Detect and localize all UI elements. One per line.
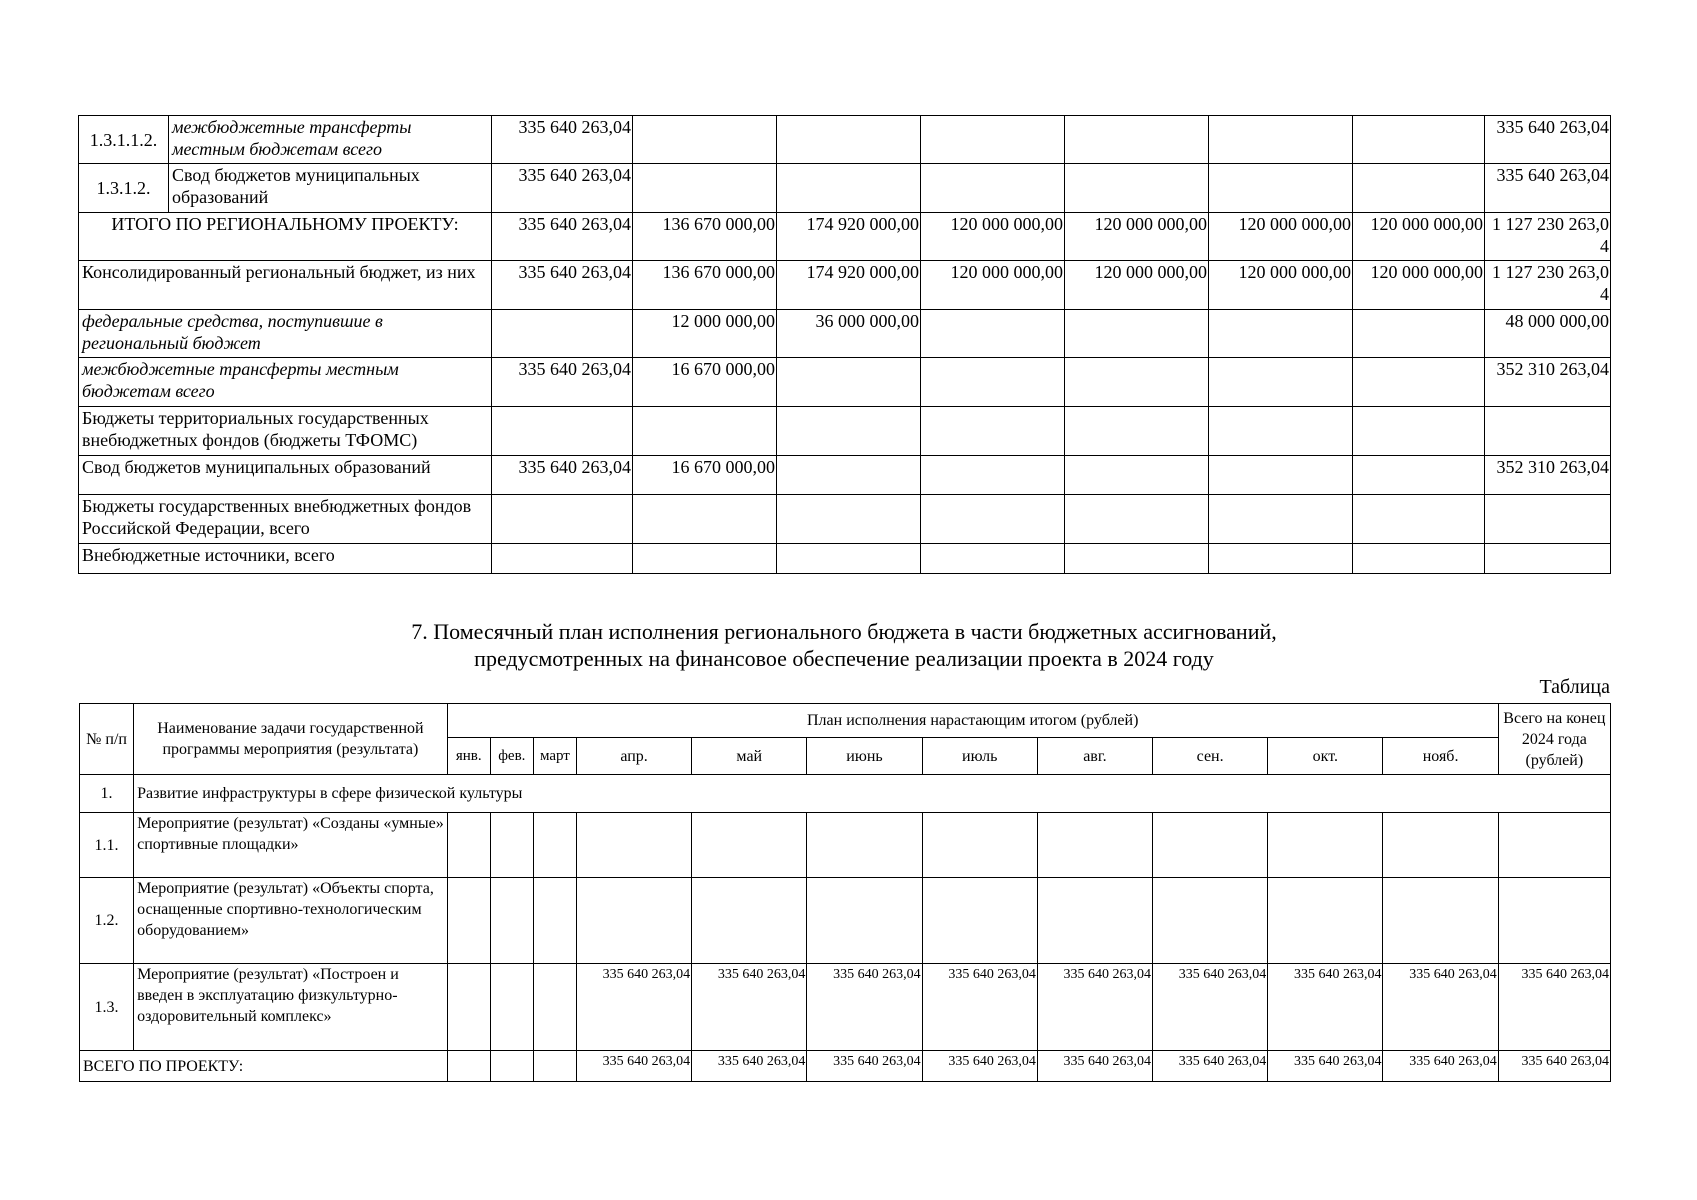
- col-header-plan: План исполнения нарастающим итогом (рублей): [447, 704, 1498, 738]
- row-name: федеральные средства, поступившие в региональный бюджет: [79, 310, 492, 358]
- table-row: [79, 261, 1611, 310]
- value-cell: [921, 456, 1065, 495]
- value-cell: [1153, 878, 1268, 964]
- value-cell: 335 640 263,04: [692, 964, 807, 1051]
- value-cell: [533, 964, 576, 1051]
- value-cell: [1353, 310, 1485, 358]
- value-cell: 174 920 000,00: [777, 261, 921, 310]
- value-cell: 335 640 263,04: [576, 964, 691, 1051]
- value-cell: 16 670 000,00: [633, 358, 777, 407]
- month-header: сен.: [1153, 738, 1268, 775]
- value-cell: 335 640 263,04: [1383, 1051, 1498, 1082]
- value-cell: [633, 407, 777, 456]
- value-cell: [922, 813, 1037, 878]
- value-cell: [1065, 116, 1209, 164]
- month-header: янв.: [447, 738, 490, 775]
- section-title-line1: 7. Помесячный план исполнения регионального бюджета в части бюджетных ассигнований,: [411, 619, 1277, 644]
- value-cell: [1353, 358, 1485, 407]
- row-name: Внебюджетные источники, всего: [79, 544, 492, 574]
- value-cell: [633, 495, 777, 544]
- total-row: [80, 1051, 1611, 1082]
- value-cell: [490, 1051, 533, 1082]
- value-cell: 120 000 000,00: [921, 213, 1065, 261]
- col-header-name: Наименование задачи государственной программы мероприятия (результата): [134, 704, 448, 775]
- value-cell: 174 920 000,00: [777, 213, 921, 261]
- value-cell: [447, 878, 490, 964]
- value-cell: 335 640 263,04: [1037, 1051, 1152, 1082]
- value-cell: 335 640 263,04: [1485, 116, 1611, 164]
- value-cell: 120 000 000,00: [1353, 213, 1485, 261]
- value-cell: [1353, 407, 1485, 456]
- value-cell: [777, 407, 921, 456]
- value-cell: 335 640 263,04: [492, 213, 633, 261]
- value-cell: [1383, 878, 1498, 964]
- row-name: межбюджетные трансферты местным бюджетам всего: [79, 358, 492, 407]
- monthly-plan-table: [79, 703, 1611, 1082]
- value-cell: [492, 495, 633, 544]
- row-name: Свод бюджетов муниципальных образований: [169, 164, 492, 213]
- month-header: авг.: [1037, 738, 1152, 775]
- value-cell: [447, 1051, 490, 1082]
- value-cell: [492, 544, 633, 574]
- total-label: ИТОГО ПО РЕГИОНАЛЬНОМУ ПРОЕКТУ:: [79, 213, 492, 261]
- value-cell: [921, 407, 1065, 456]
- value-cell: 335 640 263,04: [1268, 1051, 1383, 1082]
- value-cell: 120 000 000,00: [1209, 261, 1353, 310]
- month-header: нояб.: [1383, 738, 1498, 775]
- value-cell: [447, 813, 490, 878]
- table-row: [80, 964, 1611, 1051]
- value-cell: 120 000 000,00: [921, 261, 1065, 310]
- row-name: Консолидированный региональный бюджет, из них: [79, 261, 492, 310]
- value-cell: [1498, 878, 1610, 964]
- value-cell: [1353, 544, 1485, 574]
- regional-budget-table: [78, 115, 1611, 574]
- row-num: 1.3.: [80, 964, 134, 1051]
- value-cell: [490, 878, 533, 964]
- value-cell: [807, 878, 922, 964]
- value-cell: [777, 358, 921, 407]
- value-cell: 335 640 263,04: [1498, 1051, 1610, 1082]
- section-title: [78, 618, 1610, 672]
- value-cell: 335 640 263,04: [1153, 964, 1268, 1051]
- value-cell: 335 640 263,04: [1485, 164, 1611, 213]
- value-cell: 335 640 263,04: [492, 164, 633, 213]
- value-cell: 1 127 230 263,04: [1485, 213, 1611, 261]
- value-cell: [777, 116, 921, 164]
- row-name: Свод бюджетов муниципальных образований: [79, 456, 492, 495]
- value-cell: 335 640 263,04: [492, 456, 633, 495]
- month-header: март: [533, 738, 576, 775]
- total-row: [79, 213, 1611, 261]
- value-cell: [1037, 878, 1152, 964]
- value-cell: [1209, 358, 1353, 407]
- month-header: июнь: [807, 738, 922, 775]
- table-row: [80, 878, 1611, 964]
- month-header: апр.: [576, 738, 691, 775]
- value-cell: [921, 116, 1065, 164]
- table-row: [79, 164, 1611, 213]
- table-row: [79, 544, 1611, 574]
- value-cell: [633, 544, 777, 574]
- value-cell: [922, 878, 1037, 964]
- value-cell: [1065, 164, 1209, 213]
- value-cell: [921, 358, 1065, 407]
- row-name: межбюджетные трансферты местным бюджетам всего: [169, 116, 492, 164]
- row-name: Мероприятие (результат) «Созданы «умные» спортивные площадки»: [134, 813, 448, 878]
- month-header: фев.: [490, 738, 533, 775]
- value-cell: [1065, 495, 1209, 544]
- value-cell: [1353, 164, 1485, 213]
- row-name: Бюджеты территориальных государственных внебюджетных фондов (бюджеты ТФОМС): [79, 407, 492, 456]
- section-row: [80, 775, 1611, 813]
- col-header-total: Всего на конец 2024 года (рублей): [1498, 704, 1610, 775]
- value-cell: 335 640 263,04: [807, 1051, 922, 1082]
- value-cell: 120 000 000,00: [1065, 213, 1209, 261]
- value-cell: 335 640 263,04: [1498, 964, 1610, 1051]
- value-cell: 335 640 263,04: [492, 116, 633, 164]
- value-cell: [777, 495, 921, 544]
- month-header: май: [692, 738, 807, 775]
- value-cell: 335 640 263,04: [692, 1051, 807, 1082]
- table-row: [79, 358, 1611, 407]
- value-cell: [1485, 407, 1611, 456]
- value-cell: [1209, 495, 1353, 544]
- table-row: [79, 310, 1611, 358]
- value-cell: [1209, 456, 1353, 495]
- value-cell: [1153, 813, 1268, 878]
- value-cell: [1353, 116, 1485, 164]
- table-row: [79, 407, 1611, 456]
- value-cell: 48 000 000,00: [1485, 310, 1611, 358]
- value-cell: 335 640 263,04: [922, 964, 1037, 1051]
- value-cell: 136 670 000,00: [633, 213, 777, 261]
- value-cell: 335 640 263,04: [807, 964, 922, 1051]
- value-cell: 335 640 263,04: [492, 261, 633, 310]
- row-name: Мероприятие (результат) «Построен и введен в эксплуатацию физкультурно-оздоровительный комплекс»: [134, 964, 448, 1051]
- row-code: 1.3.1.1.2.: [79, 116, 169, 164]
- value-cell: [1353, 456, 1485, 495]
- value-cell: [576, 813, 691, 878]
- value-cell: [1065, 407, 1209, 456]
- col-header-num: № п/п: [80, 704, 134, 775]
- value-cell: 120 000 000,00: [1209, 213, 1353, 261]
- value-cell: [1209, 164, 1353, 213]
- header-row: [80, 704, 1611, 738]
- value-cell: 1 127 230 263,04: [1485, 261, 1611, 310]
- value-cell: [921, 310, 1065, 358]
- value-cell: [576, 878, 691, 964]
- value-cell: [1268, 878, 1383, 964]
- row-name: Развитие инфраструктуры в сфере физической культуры: [134, 775, 1611, 813]
- value-cell: [1383, 813, 1498, 878]
- value-cell: 335 640 263,04: [576, 1051, 691, 1082]
- value-cell: [1209, 407, 1353, 456]
- value-cell: [1209, 116, 1353, 164]
- value-cell: 352 310 263,04: [1485, 456, 1611, 495]
- value-cell: [1485, 495, 1611, 544]
- row-name: Бюджеты государственных внебюджетных фондов Российской Федерации, всего: [79, 495, 492, 544]
- value-cell: [1037, 813, 1152, 878]
- row-num: 1.1.: [80, 813, 134, 878]
- value-cell: [490, 964, 533, 1051]
- value-cell: [807, 813, 922, 878]
- value-cell: [921, 544, 1065, 574]
- value-cell: [921, 164, 1065, 213]
- value-cell: [1353, 495, 1485, 544]
- value-cell: 36 000 000,00: [777, 310, 921, 358]
- table-row: [79, 116, 1611, 164]
- value-cell: [921, 495, 1065, 544]
- table-label: Таблица: [1539, 676, 1610, 698]
- row-code: 1.3.1.2.: [79, 164, 169, 213]
- value-cell: [447, 964, 490, 1051]
- value-cell: 335 640 263,04: [922, 1051, 1037, 1082]
- value-cell: 352 310 263,04: [1485, 358, 1611, 407]
- value-cell: [692, 813, 807, 878]
- value-cell: [1485, 544, 1611, 574]
- value-cell: [492, 310, 633, 358]
- value-cell: [777, 544, 921, 574]
- table-row: [80, 813, 1611, 878]
- value-cell: 12 000 000,00: [633, 310, 777, 358]
- value-cell: [1065, 544, 1209, 574]
- value-cell: [533, 813, 576, 878]
- row-num: 1.2.: [80, 878, 134, 964]
- value-cell: [533, 878, 576, 964]
- value-cell: [490, 813, 533, 878]
- month-header: окт.: [1268, 738, 1383, 775]
- value-cell: [633, 164, 777, 213]
- value-cell: 120 000 000,00: [1353, 261, 1485, 310]
- row-name: Мероприятие (результат) «Объекты спорта, оснащенные спортивно-технологическим оборудованием»: [134, 878, 448, 964]
- value-cell: [1065, 310, 1209, 358]
- value-cell: 335 640 263,04: [492, 358, 633, 407]
- table-row: [79, 495, 1611, 544]
- value-cell: [1268, 813, 1383, 878]
- row-num: 1.: [80, 775, 134, 813]
- value-cell: 120 000 000,00: [1065, 261, 1209, 310]
- value-cell: [1209, 310, 1353, 358]
- value-cell: [492, 407, 633, 456]
- value-cell: 136 670 000,00: [633, 261, 777, 310]
- value-cell: 335 640 263,04: [1153, 1051, 1268, 1082]
- table-row: [79, 456, 1611, 495]
- value-cell: [1065, 358, 1209, 407]
- total-label: ВСЕГО ПО ПРОЕКТУ:: [80, 1051, 448, 1082]
- month-header: июль: [922, 738, 1037, 775]
- value-cell: 16 670 000,00: [633, 456, 777, 495]
- value-cell: 335 640 263,04: [1037, 964, 1152, 1051]
- value-cell: [1209, 544, 1353, 574]
- value-cell: [777, 456, 921, 495]
- value-cell: [1065, 456, 1209, 495]
- value-cell: [633, 116, 777, 164]
- value-cell: [1498, 813, 1610, 878]
- value-cell: [777, 164, 921, 213]
- value-cell: [692, 878, 807, 964]
- section-title-line2: предусмотренных на финансовое обеспечение реализации проекта в 2024 году: [474, 646, 1214, 671]
- value-cell: 335 640 263,04: [1268, 964, 1383, 1051]
- value-cell: [533, 1051, 576, 1082]
- value-cell: 335 640 263,04: [1383, 964, 1498, 1051]
